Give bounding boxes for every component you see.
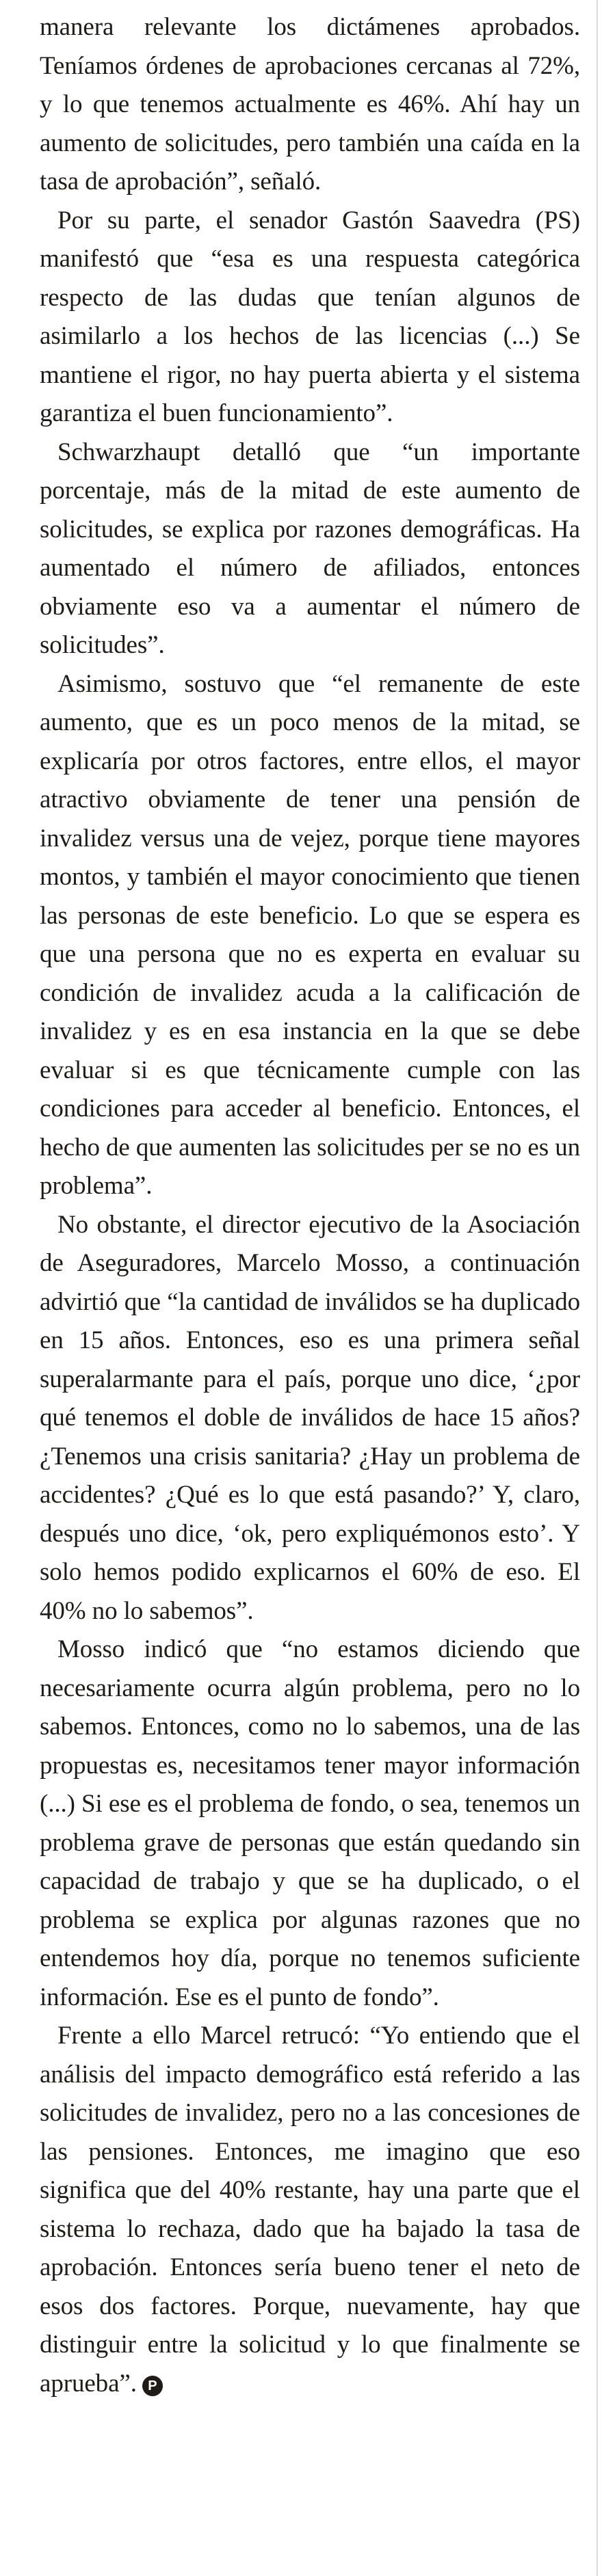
paragraph-2: Por su parte, el senador Gastón Saavedra (PS) manifestó que “esa es una respuesta categórica respecto de las dudas que tenían algunos de asimilarlo a los hechos de las licencias (...) Se mantiene el rigor, no hay puerta abierta y el sistema garantiza el buen funcionamiento”. (40, 206, 580, 427)
column-rule (597, 0, 598, 2576)
article-column (40, 8, 580, 2403)
paragraph-3: Schwarzhaupt detalló que “un importante porcentaje, más de la mitad de este aumento de solicitudes, se explica por razones demográficas. Ha aumentado el número de afiliados, entonces obviamente eso va a aumentar el número de solicitudes”. (40, 438, 580, 659)
paragraph-6: Mosso indicó que “no estamos diciendo que necesariamente ocurra algún problema, pero no lo sabemos. Entonces, como no lo sabemos, una de las propuestas es, necesitamos tener mayor información (...) Si ese es el problema de fondo, o sea, tenemos un problema grave de personas que están quedando sin capacidad de trabajo y que se ha duplicado, o el problema se explica por algunas razones que no entendemos hoy día, porque no tenemos suficiente información. Ese es el punto de fondo”. (40, 1635, 580, 2011)
paragraph-4: Asimismo, sostuvo que “el remanente de este aumento, que es un poco menos de la mitad, se explicaría por otros factores, entre ellos, el mayor atractivo obviamente de tener una pensión de invalidez versus una de vejez, porque tiene mayores montos, y también el mayor conocimiento que tienen las personas de este beneficio. Lo que se espera es que una persona que no es experta en evaluar su condición de invalidez acuda a la calificación de invalidez y es en esa instancia en la que se debe evaluar si es que técnicamente cumple con las condiciones para acceder al beneficio. Entonces, el hecho de que aumenten las solicitudes per se no es un problema”. (40, 669, 580, 1200)
paragraph-5: No obstante, el director ejecutivo de la Asociación de Aseguradores, Marcelo Mosso, a continuación advirtió que “la cantidad de inválidos se ha duplicado en 15 años. Entonces, eso es una primera señal superalarmante para el país, porque uno dice, ‘¿por qué tenemos el doble de inválidos de hace 15 años? ¿Tenemos una crisis sanitaria? ¿Hay un problema de accidentes? ¿Qué es lo que está pasando?’ Y, claro, después uno dice, ‘ok, pero expliquémonos esto’. Y solo hemos podido explicarnos el 60% de eso. El 40% no lo sabemos”. (40, 1210, 580, 1625)
paragraph-7-text: Frente a ello Marcel retrucó: “Yo entiendo que el análisis del impacto demográfico está referido a las solicitudes de invalidez, pero no a las concesiones de las pensiones. Entonces, me imagino que eso significa que del 40% restante, hay una parte que el sistema lo rechaza, dado que ha bajado la tasa de aprobación. Entonces sería bueno tener el neto de esos dos factores. Porque, nuevamente, hay que distinguir entre la solicitud y lo que finalmente se aprueba”. (40, 2022, 580, 2398)
end-mark-icon: P (142, 2376, 163, 2396)
paragraph-1: manera relevante los dictámenes aprobados. Teníamos órdenes de aprobaciones cercanas al 72%, y lo que tenemos actualmente es 46%. Ahí hay un aumento de solicitudes, pero también una caída en la tasa de aprobación”, señaló. (40, 13, 580, 196)
paragraph-7 (40, 2017, 580, 2403)
